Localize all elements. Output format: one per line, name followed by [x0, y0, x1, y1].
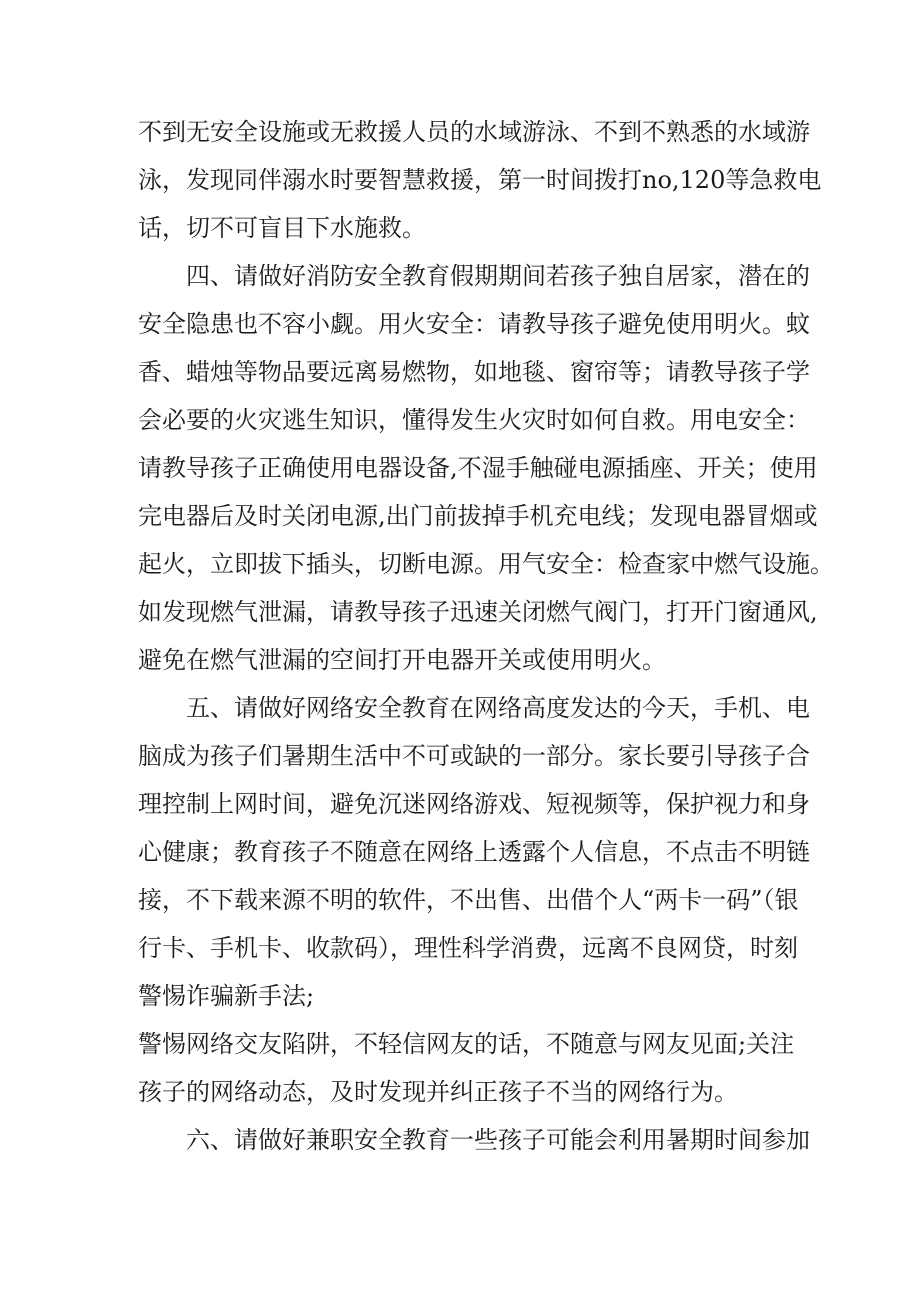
- text-line: 行卡、手机卡、收款码），理性科学消费，远离不良网贷，时刻: [138, 934, 798, 962]
- text-line: 请教导孩子正确使用电器设备,不湿手触碰电源插座、开关；使用: [138, 454, 818, 482]
- text-line: 孩子的网络动态，及时发现并纠正孩子不当的网络行为。: [138, 1078, 738, 1106]
- text-line: 接，不下载来源不明的软件，不出售、出借个人“两卡一码”（银: [138, 886, 799, 914]
- text-line: 理控制上网时间，避免沉迷网络游戏、短视频等，保护视力和身: [138, 790, 810, 818]
- text-line: 完电器后及时关闭电源,出门前拔掉手机充电线；发现电器冒烟或: [138, 502, 818, 530]
- text-line: 不到无安全设施或无救援人员的水域游泳、不到不熟悉的水域游: [138, 118, 810, 146]
- text-line: 警惕网络交友陷阱，不轻信网友的话，不随意与网友见面;关注: [138, 1030, 795, 1058]
- text-line: 起火，立即拔下插头，切断电源。用气安全：检查家中燃气设施。: [138, 550, 834, 578]
- text-line: 如发现燃气泄漏，请教导孩子迅速关闭燃气阀门，打开门窗通风,: [138, 598, 818, 626]
- section-heading-6: 六、请做好兼职安全教育一些孩子可能会利用暑期时间参加: [186, 1126, 810, 1154]
- text-line: 警惕诈骗新手法;: [138, 982, 315, 1010]
- text-line: 避免在燃气泄漏的空间打开电器开关或使用明火。: [138, 646, 666, 674]
- text-line: 脑成为孩子们暑期生活中不可或缺的一部分。家长要引导孩子合: [138, 742, 810, 770]
- text-line: 安全隐患也不容小觑。用火安全：请教导孩子避免使用明火。蚊: [138, 310, 810, 338]
- text-line: 香、蜡烛等物品要远离易燃物，如地毯、窗帘等；请教导孩子学: [138, 358, 810, 386]
- section-heading-4: 四、请做好消防安全教育假期期间若孩子独自居家，潜在的: [186, 262, 810, 290]
- section-heading-5: 五、请做好网络安全教育在网络高度发达的今天，手机、电: [186, 694, 810, 722]
- text-line: 话，切不可盲目下水施救。: [138, 214, 426, 242]
- text-line: 泳，发现同伴溺水时要智慧救援，第一时间拨打no,120等急救电: [138, 166, 822, 194]
- text-line: 心健康；教育孩子不随意在网络上透露个人信息，不点击不明链: [138, 838, 810, 866]
- text-line: 会必要的火灾逃生知识，懂得发生火灾时如何自救。用电安全：: [138, 406, 810, 434]
